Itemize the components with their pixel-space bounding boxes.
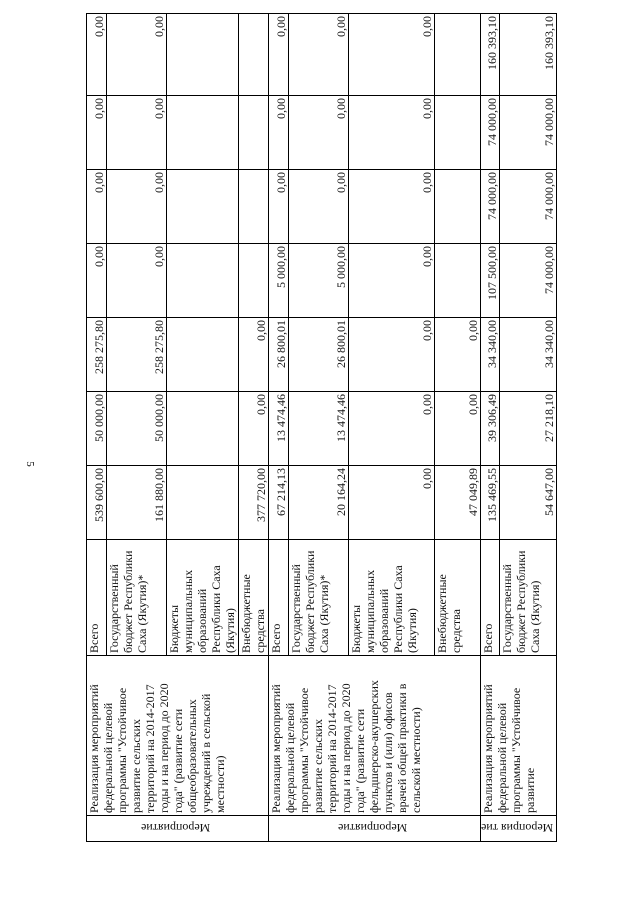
value-cell: 0,00 xyxy=(87,14,107,96)
value-cell: 74 000,00 xyxy=(499,96,557,170)
value-cell: 74 000,00 xyxy=(481,170,500,244)
source-cell: Всего xyxy=(87,540,107,656)
value-cell: 0,00 xyxy=(269,96,289,170)
value-cell: 74 000,00 xyxy=(499,170,557,244)
value-cell: 5 000,00 xyxy=(269,244,289,318)
value-cell xyxy=(167,466,239,540)
source-cell: Государственный бюджет Республики Саха (Якутия)* xyxy=(289,540,349,656)
value-cell: 0,00 xyxy=(349,96,435,170)
value-cell: 26 800,01 xyxy=(269,318,289,392)
value-cell xyxy=(167,244,239,318)
value-cell xyxy=(167,170,239,244)
value-cell xyxy=(239,170,269,244)
value-cell: 39 306,49 xyxy=(481,392,500,466)
value-cell: 0,00 xyxy=(435,392,481,466)
value-cell: 0,00 xyxy=(87,244,107,318)
value-cell: 160 393,10 xyxy=(481,14,500,96)
value-cell: 34 340,00 xyxy=(499,318,557,392)
description-cell: Реализация мероприятий федеральной целевой программы "Устойчивое развитие сельских территорий на 2014-2017 годы и на период до 2020 года" (развитие сети фельдшерско-акушерских пунктов и (или) офисов врачей общей практики в сельской местности) xyxy=(269,656,481,816)
value-cell: 0,00 xyxy=(269,14,289,96)
value-cell xyxy=(167,96,239,170)
value-cell xyxy=(239,14,269,96)
value-cell: 0,00 xyxy=(349,244,435,318)
source-cell: Государственный бюджет Республики Саха (Якутия)* xyxy=(107,540,167,656)
page-number: 5 xyxy=(24,461,36,467)
rotated-page xyxy=(86,16,557,842)
value-cell: 258 275,80 xyxy=(87,318,107,392)
value-cell: 0,00 xyxy=(107,170,167,244)
value-cell: 0,00 xyxy=(349,14,435,96)
value-cell xyxy=(435,244,481,318)
value-cell: 0,00 xyxy=(87,96,107,170)
table-row xyxy=(481,14,500,842)
value-cell: 160 393,10 xyxy=(499,14,557,96)
value-cell xyxy=(435,96,481,170)
value-cell: 54 647,00 xyxy=(499,466,557,540)
value-cell: 0,00 xyxy=(289,170,349,244)
funding-table xyxy=(86,13,557,842)
source-cell: Внебюджетные средства xyxy=(239,540,269,656)
value-cell: 0,00 xyxy=(349,392,435,466)
value-cell: 67 214,13 xyxy=(269,466,289,540)
value-cell xyxy=(435,170,481,244)
description-cell: Реализация мероприятий федеральной целевой программы "Устойчивое развитие сельских территорий на 2014-2017 годы и на период до 2020 года" (развитие сети общеобразовательных учреждений в сельской местности) xyxy=(87,656,269,816)
value-cell: 26 800,01 xyxy=(289,318,349,392)
table-row xyxy=(269,14,289,842)
value-cell: 0,00 xyxy=(239,392,269,466)
value-cell: 34 340,00 xyxy=(481,318,500,392)
value-cell: 135 469,55 xyxy=(481,466,500,540)
value-cell: 13 474,46 xyxy=(269,392,289,466)
source-cell: Бюджеты муниципальных образований Республики Саха (Якутия) xyxy=(349,540,435,656)
value-cell: 74 000,00 xyxy=(499,244,557,318)
value-cell: 50 000,00 xyxy=(87,392,107,466)
value-cell: 107 500,00 xyxy=(481,244,500,318)
description-cell: Реализация мероприятий федеральной целевой программы "Устойчивое развитие xyxy=(481,656,557,816)
value-cell: 5 000,00 xyxy=(289,244,349,318)
value-cell xyxy=(239,96,269,170)
value-cell: 258 275,80 xyxy=(107,318,167,392)
value-cell: 13 474,46 xyxy=(289,392,349,466)
value-cell: 0,00 xyxy=(349,170,435,244)
value-cell: 20 164,24 xyxy=(289,466,349,540)
value-cell: 0,00 xyxy=(239,318,269,392)
value-cell xyxy=(167,318,239,392)
source-cell: Государственный бюджет Республики Саха (Якутия) xyxy=(499,540,557,656)
source-cell: Всего xyxy=(269,540,289,656)
table-row xyxy=(87,14,107,842)
value-cell: 47 049,89 xyxy=(435,466,481,540)
value-cell: 0,00 xyxy=(107,96,167,170)
source-cell: Внебюджетные средства xyxy=(435,540,481,656)
value-cell xyxy=(239,244,269,318)
value-cell: 0,00 xyxy=(87,170,107,244)
value-cell: 0,00 xyxy=(435,318,481,392)
row-type-cell: Мероприя тие xyxy=(481,816,557,842)
value-cell: 0,00 xyxy=(349,466,435,540)
value-cell: 0,00 xyxy=(289,96,349,170)
value-cell xyxy=(167,14,239,96)
value-cell: 539 600,00 xyxy=(87,466,107,540)
row-type-cell: Мероприятие xyxy=(87,816,269,842)
value-cell: 0,00 xyxy=(349,318,435,392)
value-cell: 74 000,00 xyxy=(481,96,500,170)
value-cell: 377 720,00 xyxy=(239,466,269,540)
value-cell: 0,00 xyxy=(107,14,167,96)
source-cell: Бюджеты муниципальных образований Республики Саха (Якутия) xyxy=(167,540,239,656)
value-cell xyxy=(435,14,481,96)
value-cell: 0,00 xyxy=(269,170,289,244)
value-cell: 0,00 xyxy=(289,14,349,96)
value-cell: 27 218,10 xyxy=(499,392,557,466)
source-cell: Всего xyxy=(481,540,500,656)
value-cell xyxy=(167,392,239,466)
row-type-cell: Мероприятие xyxy=(269,816,481,842)
value-cell: 50 000,00 xyxy=(107,392,167,466)
value-cell: 0,00 xyxy=(107,244,167,318)
value-cell: 161 880,00 xyxy=(107,466,167,540)
